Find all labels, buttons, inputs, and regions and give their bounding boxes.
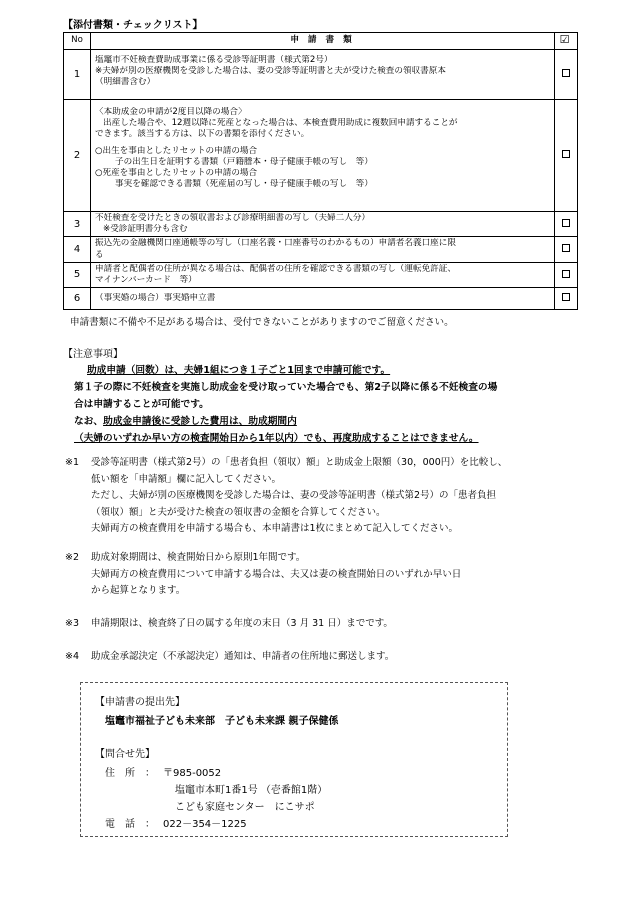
- row-text: 出産した場合や、12週以降に死産となった場合は、本検査費用助成に複数回申請することが: [103, 118, 458, 129]
- row-text: マイナンバーカード 等）: [95, 274, 197, 285]
- footnote-text: 申請期限は、検査終了日の属する年度の末日（3 月 31 日）までです。: [91, 618, 393, 629]
- checkbox[interactable]: [562, 293, 570, 301]
- checkbox[interactable]: [562, 270, 570, 278]
- table-row: [64, 288, 578, 310]
- row-text: できます。該当する方は、以下の書類を添付ください。: [95, 129, 310, 140]
- row-text: る: [95, 249, 104, 260]
- row-number: 4: [64, 237, 91, 262]
- row-text: ○死産を事由としたリセットの申請の場合: [95, 167, 258, 178]
- note-line: でも、再度助成することはできません。: [303, 433, 479, 444]
- checked-box-icon: ☑: [559, 33, 573, 47]
- footnote-text: から起算となります。: [91, 585, 186, 596]
- footnote-2: [65, 550, 461, 600]
- postal-code: 〒985-0052: [163, 768, 222, 779]
- submit-title: 【申請書の提出先】: [95, 697, 185, 708]
- footnote-mark: ※1: [65, 457, 80, 468]
- checkbox[interactable]: [562, 219, 570, 227]
- checkbox[interactable]: [562, 69, 570, 77]
- row-description: [91, 288, 555, 310]
- submit-dept: 塩竈市福祉子ども未来部 子ども未来課 親子保健係: [105, 716, 339, 727]
- footnote-text: ただし、夫婦が別の医療機関を受診した場合は、妻の受診等証明書（様式第2号）の「患者負担: [91, 490, 497, 501]
- row-number: 1: [64, 50, 91, 100]
- note-line: （夫婦のいずれか早い方の検査開始日から1年以内）: [74, 433, 304, 444]
- row-description: [91, 100, 555, 212]
- notes-title: 【注意事項】: [63, 349, 123, 360]
- row-description: [91, 262, 555, 287]
- checklist-heading: 【添付書類・チェックリスト】: [63, 20, 203, 31]
- row-text: 子の出生日を証明する書類（戸籍謄本・母子健康手帳の写し 等）: [115, 156, 373, 167]
- footnote-text: 助成金承認決定（不承認決定）通知は、申請者の住所地に郵送します。: [91, 651, 395, 662]
- row-text: 申請者と配偶者の住所が異なる場合は、配偶者の住所を確認できる書類の写し（運転免許証、: [95, 263, 456, 274]
- checkbox[interactable]: [562, 244, 570, 252]
- footnote-text: 低い額を「申請額」欄に記入してください。: [91, 473, 282, 485]
- table-row: [64, 100, 578, 212]
- contact-box: [80, 682, 508, 837]
- table-row: [64, 212, 578, 237]
- address-label: 住 所 ：: [105, 768, 155, 779]
- footnote-text: 助成対象期間は、検査開始日から原則1年間です。: [91, 552, 306, 563]
- incomplete-warning: 申請書類に不備や不足がある場合は、受付できないことがありますのでご留意ください。: [70, 317, 454, 328]
- row-number: 3: [64, 212, 91, 237]
- row-text: 不妊検査を受けたときの領収書および診療明細書の写し（夫婦二人分）: [95, 213, 371, 223]
- row-text: ○出生を事由としたリセットの申請の場合: [95, 145, 258, 156]
- row-text: 事実を確認できる書類（死産届の写し・母子健康手帳の写し 等）: [115, 179, 373, 190]
- footnote-mark: ※3: [65, 618, 80, 629]
- row-description: [91, 237, 555, 262]
- address-line-1: 塩竈市本町1番1号 （壱番館1階）: [175, 785, 328, 796]
- table-row: [64, 262, 578, 287]
- footnote-text: 受診等証明書（様式第2号）の「患者負担（領収）額」と助成金上限額（30，000円）を比較し、: [91, 457, 508, 468]
- col-doc-header: 申 請 書 類: [91, 33, 555, 50]
- note-line: なお、: [74, 416, 104, 427]
- table-header-row: [64, 33, 578, 50]
- col-check-header: [555, 33, 578, 50]
- row-text: （事実婚の場合）事実婚申立書: [95, 292, 216, 303]
- footnote-3: [65, 616, 393, 633]
- footnote-text: 夫婦両方の検査費用を申請する場合も、本申請書は1枚にまとめて記入してください。: [91, 523, 459, 534]
- col-no-header: No: [64, 33, 91, 50]
- row-checkbox-cell: [555, 100, 578, 212]
- table-row: [64, 50, 578, 100]
- row-text: ※受診証明書分も含む: [103, 224, 188, 235]
- row-description: [91, 212, 555, 237]
- row-number: 2: [64, 100, 91, 212]
- row-text: 塩竈市不妊検査費助成事業に係る受診等証明書（様式第2号）: [95, 55, 333, 65]
- footnote-1: [65, 455, 507, 538]
- footnote-text: 夫婦両方の検査費用について申請する場合は、夫又は妻の検査開始日のいずれか早い日: [91, 568, 462, 580]
- row-checkbox-cell: [555, 288, 578, 310]
- row-text: 〈本助成金の申請が2度目以降の場合〉: [95, 107, 247, 117]
- table-row: [64, 237, 578, 262]
- note-line: 助成金申請後に受診した費用は、助成期間内: [103, 416, 297, 427]
- row-description: [91, 50, 555, 100]
- row-text: （明細書含む）: [95, 77, 156, 88]
- inquiry-title: 【問合せ先】: [95, 749, 155, 760]
- address-line-2: こども家庭センター にこサポ: [175, 802, 315, 813]
- row-checkbox-cell: [555, 50, 578, 100]
- note-line: 助成申請（回数）は、夫婦1組につき１子ごと1回まで申請可能です。: [87, 365, 391, 376]
- footnote-text: （領収）額」と夫が受けた検査の領収書の金額を合算してください。: [91, 506, 386, 518]
- note-line: 合は申請することが可能です。: [74, 399, 209, 410]
- checklist-table: [63, 32, 578, 310]
- row-number: 6: [64, 288, 91, 310]
- row-checkbox-cell: [555, 262, 578, 287]
- phone-label: 電 話 ：: [105, 819, 155, 830]
- row-text: ※夫婦が別の医療機関を受診した場合は、妻の受診等証明書と夫が受けた検査の領収書原本: [95, 66, 446, 77]
- footnote-4: [65, 649, 394, 666]
- checkbox[interactable]: [562, 150, 570, 158]
- row-checkbox-cell: [555, 237, 578, 262]
- footnote-mark: ※4: [65, 651, 80, 662]
- row-number: 5: [64, 262, 91, 287]
- notes-body: [74, 362, 497, 447]
- row-checkbox-cell: [555, 212, 578, 237]
- phone-number: 022－354－1225: [163, 819, 247, 830]
- footnote-mark: ※2: [65, 552, 80, 563]
- note-line: 第１子の際に不妊検査を実施し助成金を受け取っていた場合でも、第2子以降に係る不妊検査の場: [74, 382, 498, 393]
- row-text: 振込先の金融機関口座通帳等の写し（口座名義・口座番号のわかるもの）申請者名義口座に限: [95, 238, 456, 249]
